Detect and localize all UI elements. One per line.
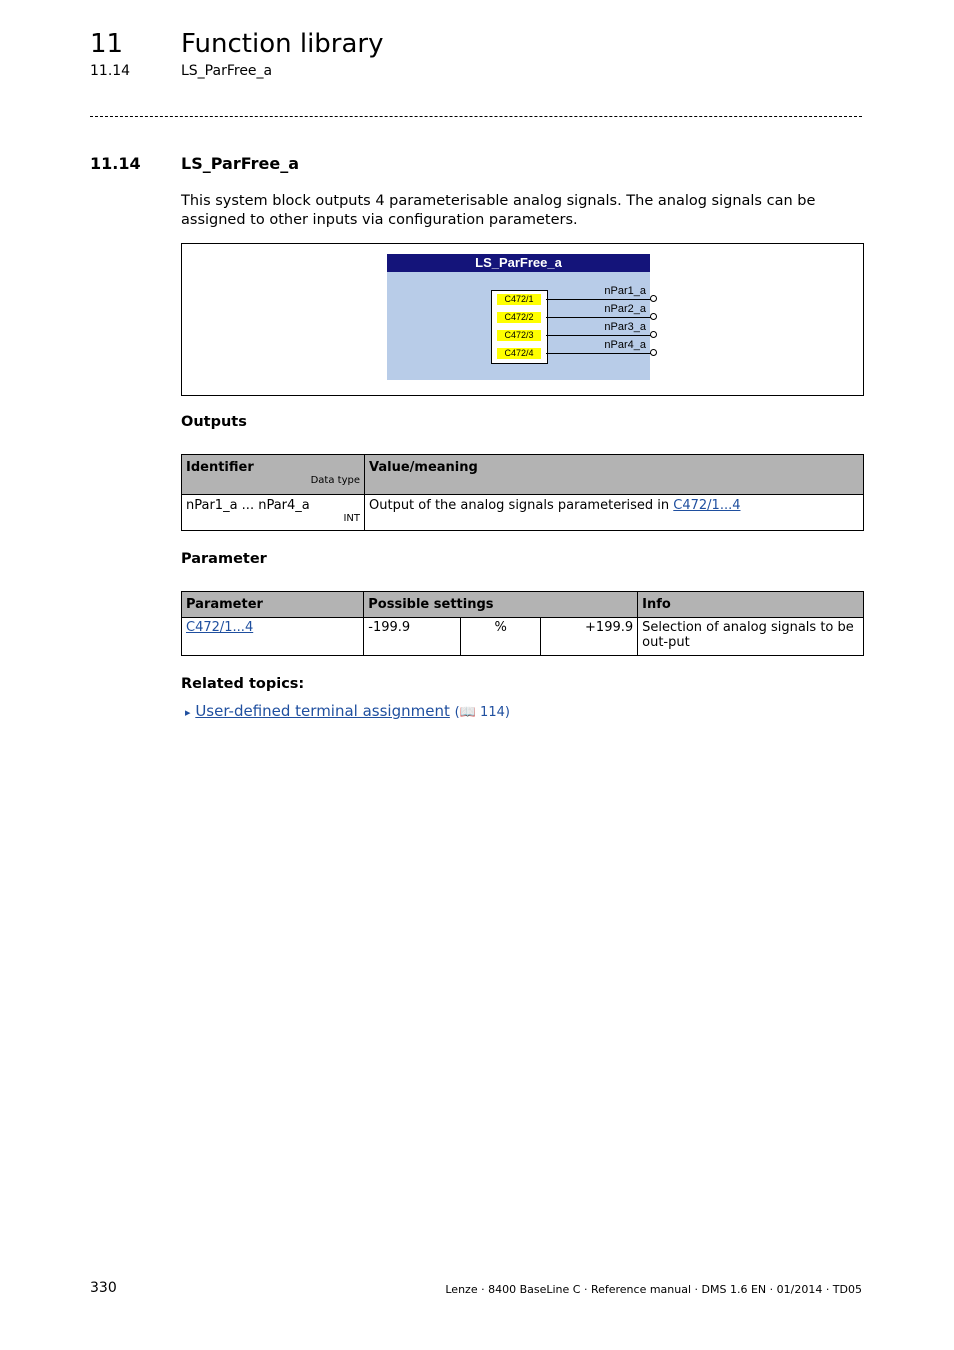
output-terminal-3: [650, 331, 657, 338]
table-row: [182, 495, 864, 531]
output-line-2: [546, 317, 651, 318]
output-terminal-2: [650, 313, 657, 320]
code-box-4: C472/4: [497, 348, 541, 359]
parameter-link[interactable]: C472/1...4: [186, 620, 254, 635]
outputs-identifier-cell: [182, 495, 365, 531]
parameter-max: +199.9: [541, 618, 638, 656]
output-terminal-1: [650, 295, 657, 302]
related-link[interactable]: User-defined terminal assignment: [195, 702, 450, 720]
parameter-info: Selection of analog signals to be out-put: [638, 618, 864, 656]
header-section-number: 11.14: [90, 63, 131, 79]
output-line-1: [546, 299, 651, 300]
outputs-datatype: INT: [343, 513, 360, 524]
footer-doc-info: Lenze · 8400 BaseLine C · Reference manual · DMS 1.6 EN · 01/2014 · TD05: [445, 1283, 862, 1296]
output-terminal-4: [650, 349, 657, 356]
header-section-title: LS_ParFree_a: [181, 63, 273, 79]
system-block-title: LS_ParFree_a: [387, 254, 650, 272]
related-link-item[interactable]: [185, 702, 510, 720]
outputs-value-cell: [365, 495, 864, 531]
outputs-col-identifier: [182, 455, 365, 495]
c472-link[interactable]: C472/1...4: [673, 498, 741, 513]
output-line-4: [546, 353, 651, 354]
page-ref[interactable]: (📖 114): [454, 705, 510, 720]
outputs-heading: Outputs: [181, 414, 247, 430]
parameter-col-parameter: Parameter: [182, 592, 364, 618]
code-box-3: C472/3: [497, 330, 541, 341]
outputs-col-datatype: Data type: [310, 475, 360, 486]
output-label-3: nPar3_a: [604, 321, 646, 333]
outputs-identifier: nPar1_a ... nPar4_a: [186, 498, 310, 513]
page-ref-number: 114: [480, 705, 505, 720]
parameter-table: [181, 591, 864, 656]
chapter-number: 11: [90, 29, 124, 59]
parameter-cell: [182, 618, 364, 656]
chapter-title: Function library: [181, 29, 384, 59]
parameter-unit: %: [460, 618, 541, 656]
parameter-min: -199.9: [364, 618, 461, 656]
outputs-col-identifier-label: Identifier: [186, 460, 254, 475]
output-line-3: [546, 335, 651, 336]
section-intro: This system block outputs 4 parameterisable analog signals. The analog signals can be assigned to other inputs via configuration parameters.: [181, 193, 816, 228]
table-row: [182, 618, 864, 656]
output-label-1: nPar1_a: [604, 285, 646, 297]
parameter-col-info: Info: [638, 592, 864, 618]
code-panel: [491, 290, 548, 364]
section-number: 11.14: [90, 154, 141, 173]
related-heading: Related topics:: [181, 676, 305, 692]
book-icon: 📖: [459, 705, 476, 720]
output-label-4: nPar4_a: [604, 339, 646, 351]
code-box-1: C472/1: [497, 294, 541, 305]
page-number: 330: [90, 1280, 117, 1296]
outputs-table: [181, 454, 864, 531]
outputs-value-text: Output of the analog signals parameterised in: [369, 498, 674, 513]
code-box-2: C472/2: [497, 312, 541, 323]
outputs-col-value: Value/meaning: [365, 455, 864, 495]
parameter-col-settings: Possible settings: [364, 592, 638, 618]
parameter-heading: Parameter: [181, 551, 267, 567]
output-label-2: nPar2_a: [604, 303, 646, 315]
header-divider: [90, 116, 862, 117]
section-title: LS_ParFree_a: [181, 154, 299, 173]
triangle-right-icon: ▸: [185, 706, 191, 719]
